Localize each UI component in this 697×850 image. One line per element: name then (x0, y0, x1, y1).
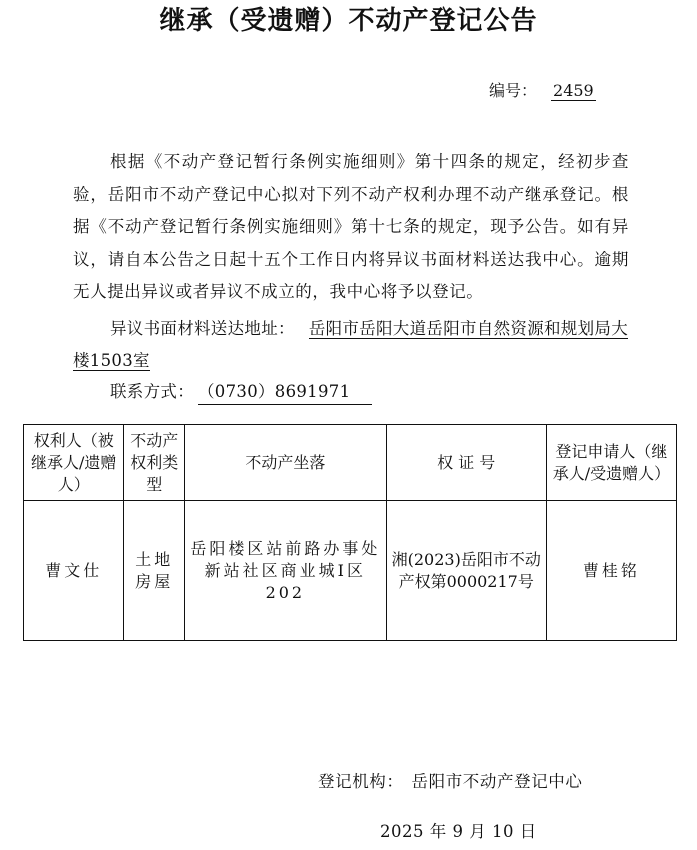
header-applicant: 登记申请人（继承人/受遗赠人） (546, 425, 676, 501)
table-header-row (24, 425, 677, 501)
serial-number (489, 80, 596, 102)
cell-right-type: 土地房屋 (124, 501, 185, 641)
table-row (24, 501, 677, 641)
objection-address-label: 异议书面材料送达地址： (110, 319, 295, 338)
registration-table (23, 424, 677, 641)
objection-address-value: 岳阳市岳阳大道岳阳市自然资源和规划局大楼1503室 (73, 319, 629, 370)
header-location: 不动产坐落 (185, 425, 387, 501)
header-right-holder: 权利人（被继承人/遗赠人） (24, 425, 124, 501)
announcement-paragraph: 根据《不动产登记暂行条例实施细则》第十四条的规定，经初步查验，岳阳市不动产登记中心拟对下列不动产权利办理不动产继承登记。根据《不动产登记暂行条例实施细则》第十七条的规定，现予公告。如有异议，请自本公告之日起十五个工作日内将异议书面材料送达我中心。逾期无人提出异议或者异议不成立的，我中心将予以登记。 (73, 152, 629, 301)
page-title: 继承（受遗赠）不动产登记公告 (159, 6, 538, 36)
header-right-type: 不动产权利类型 (124, 425, 185, 501)
objection-address (73, 313, 629, 377)
contact-value: （0730）8691971 (198, 380, 372, 405)
header-certificate-no: 权 证 号 (386, 425, 546, 501)
serial-value: 2459 (553, 81, 594, 100)
cell-applicant: 曹桂铭 (546, 501, 676, 641)
announcement-date: 2025 年 9 月 10 日 (380, 822, 537, 841)
cell-right-holder: 曹文仕 (24, 501, 124, 641)
registration-org (318, 770, 583, 794)
contact-label: 联系方式： (110, 382, 194, 401)
cell-location: 岳阳楼区站前路办事处新站社区商业城Ⅰ区202 (185, 501, 387, 641)
serial-label: 编号： (489, 81, 538, 100)
cell-certificate-no: 湘(2023)岳阳市不动产权第0000217号 (386, 501, 546, 641)
contact-info (110, 380, 372, 405)
org-label: 登记机构： (318, 772, 404, 791)
org-value: 岳阳市不动产登记中心 (411, 772, 583, 791)
